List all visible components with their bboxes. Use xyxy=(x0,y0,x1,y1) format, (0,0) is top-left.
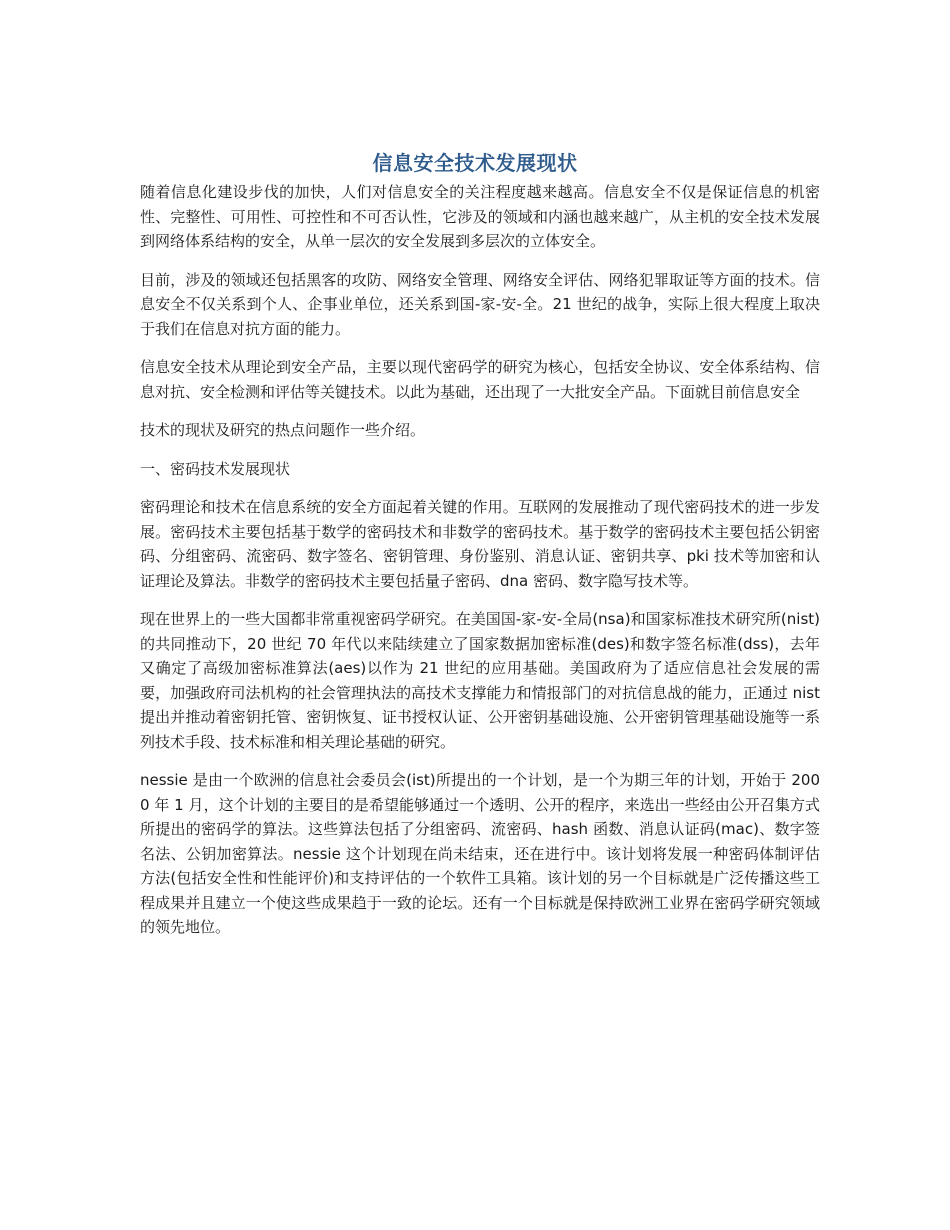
section-heading-crypto: 一、密码技术发展现状 xyxy=(140,459,291,478)
paragraph-core-tech: 信息安全技术从理论到安全产品，主要以现代密码学的研究为核心，包括安全协议、安全体系结构、信息对抗、安全检测和评估等关键技术。以此为基础，还出现了一大批安全产品。下面就目前信息安全 xyxy=(140,358,820,401)
paragraph-us-research: 现在世界上的一些大国都非常重视密码学研究。在美国国-家-安-全局(nsa)和国家标准技术研究所(nist)的共同推动下，20 世纪 70 年代以来陆续建立了国家数据加密标准(des)和数字签名标准(dss)，去年又确定了高级加密标准算法(aes)以作为 21 世纪的应用基础。美国政府为了适应信息社会发展的需要，加强政府司法机构的社会管理执法的高技术支撑能力和情报部门的对抗信息战的能力，正通过 nist 提出并推动着密钥托管、密钥恢复、证书授权认证、公开密钥基础设施、公开密钥管理基础设施等一系列技术手段、技术标准和相关理论基础的研究。 xyxy=(140,610,820,751)
paragraph-crypto-tech: 密码理论和技术在信息系统的安全方面起着关键的作用。互联网的发展推动了现代密码技术的进一步发展。密码技术主要包括基于数学的密码技术和非数学的密码技术。基于数学的密码技术主要包括公钥密码、分组密码、流密码、数字签名、密钥管理、身份鉴别、消息认证、密钥共享、pki 技术等加密和认证理论及算法。非数学的密码技术主要包括量子密码、dna 密码、数字隐写技术等。 xyxy=(140,498,820,590)
paragraph-intro: 随着信息化建设步伐的加快，人们对信息安全的关注程度越来越高。信息安全不仅是保证信息的机密性、完整性、可用性、可控性和不可否认性，它涉及的领域和内涵也越来越广，从主机的安全技术发展到网络体系结构的安全，从单一层次的安全发展到多层次的立体安全。 xyxy=(140,183,820,250)
document-body xyxy=(140,180,820,954)
paragraph-nessie: nessie 是由一个欧洲的信息社会委员会(ist)所提出的一个计划，是一个为期三年的计划，开始于 2000 年 1 月，这个计划的主要目的是希望能够通过一个透明、公开的程序，来选出一些经由公开召集方式所提出的密码学的算法。这些算法包括了分组密码、流密码、hash 函数、消息认证码(mac)、数字签名法、公钥加密算法。nessie 这个计划现在尚未结束，还在进行中。该计划将发展一种密码体制评估方法(包括安全性和性能评价)和支持评估的一个软件工具箱。该计划的另一个目标就是广泛传播这些工程成果并且建立一个使这些成果趋于一致的论坛。还有一个目标就是保持欧洲工业界在密码学研究领域的领先地位。 xyxy=(140,771,820,936)
paragraph-scope: 目前，涉及的领域还包括黑客的攻防、网络安全管理、网络安全评估、网络犯罪取证等方面的技术。信息安全不仅关系到个人、企事业单位，还关系到国-家-安-全。21 世纪的战争，实际上很大程度上取决于我们在信息对抗方面的能力。 xyxy=(140,270,820,338)
document-title: 信息安全技术发展现状 xyxy=(372,151,578,175)
paragraph-intro-followup: 技术的现状及研究的热点问题作一些介绍。 xyxy=(140,421,426,439)
